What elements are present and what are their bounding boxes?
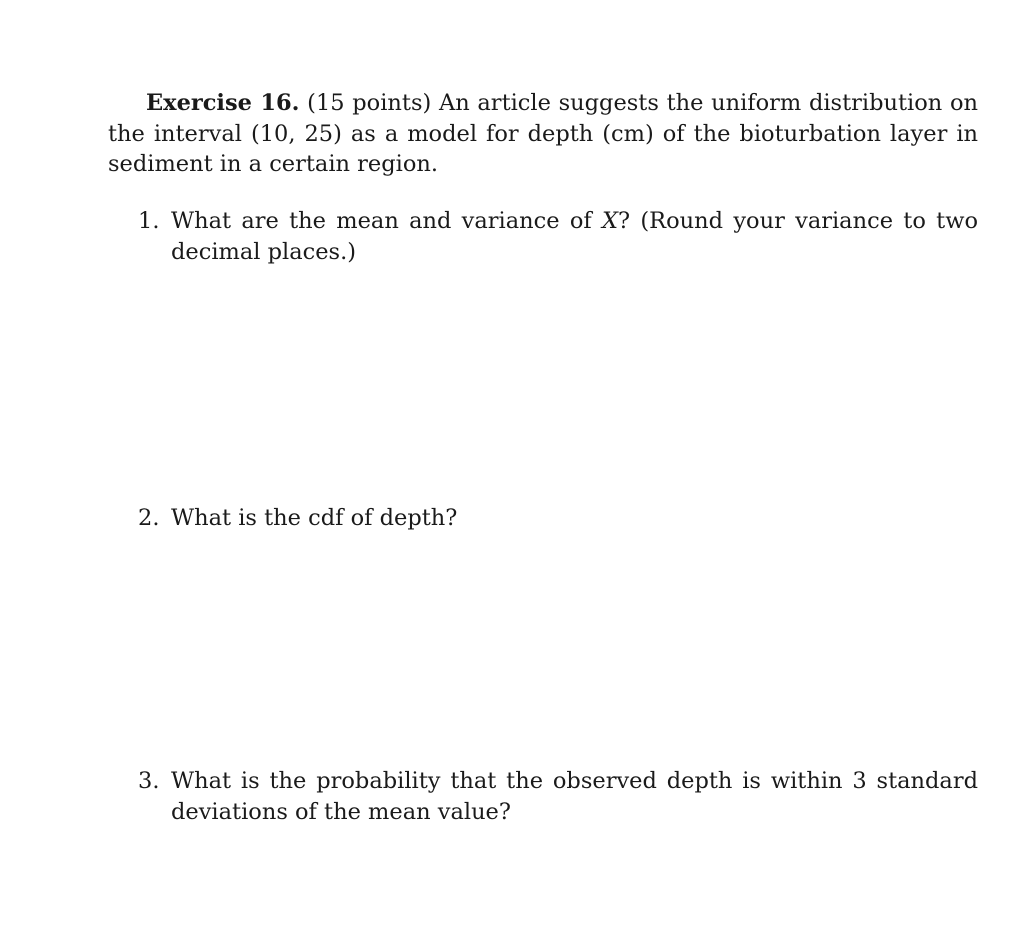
- question-number: 1.: [138, 208, 160, 234]
- question-2: [138, 503, 978, 534]
- question-text: What is the probability that the observed depth is within 3 standard deviations of the mean value?: [171, 768, 978, 825]
- question-text-before: What are the mean and variance of: [171, 208, 603, 234]
- random-variable: X: [602, 208, 619, 234]
- question-1: [138, 206, 978, 267]
- question-text-after: ? (Round your variance to two decimal places.): [171, 208, 979, 265]
- question-number: 2.: [138, 505, 160, 531]
- exercise-title: Exercise 16.: [146, 90, 300, 116]
- question-3: [138, 766, 978, 827]
- exercise-statement: [108, 88, 978, 180]
- question-text: What is the cdf of depth?: [171, 505, 458, 531]
- question-number: 3.: [138, 768, 160, 794]
- question-text: [171, 206, 978, 267]
- exercise-points: (15 points): [307, 90, 432, 116]
- exercise-intro: An article suggests the uniform distribution on the interval (10, 25) as a model for depth (cm) of the bioturbation layer in sediment in a certain region.: [108, 90, 978, 177]
